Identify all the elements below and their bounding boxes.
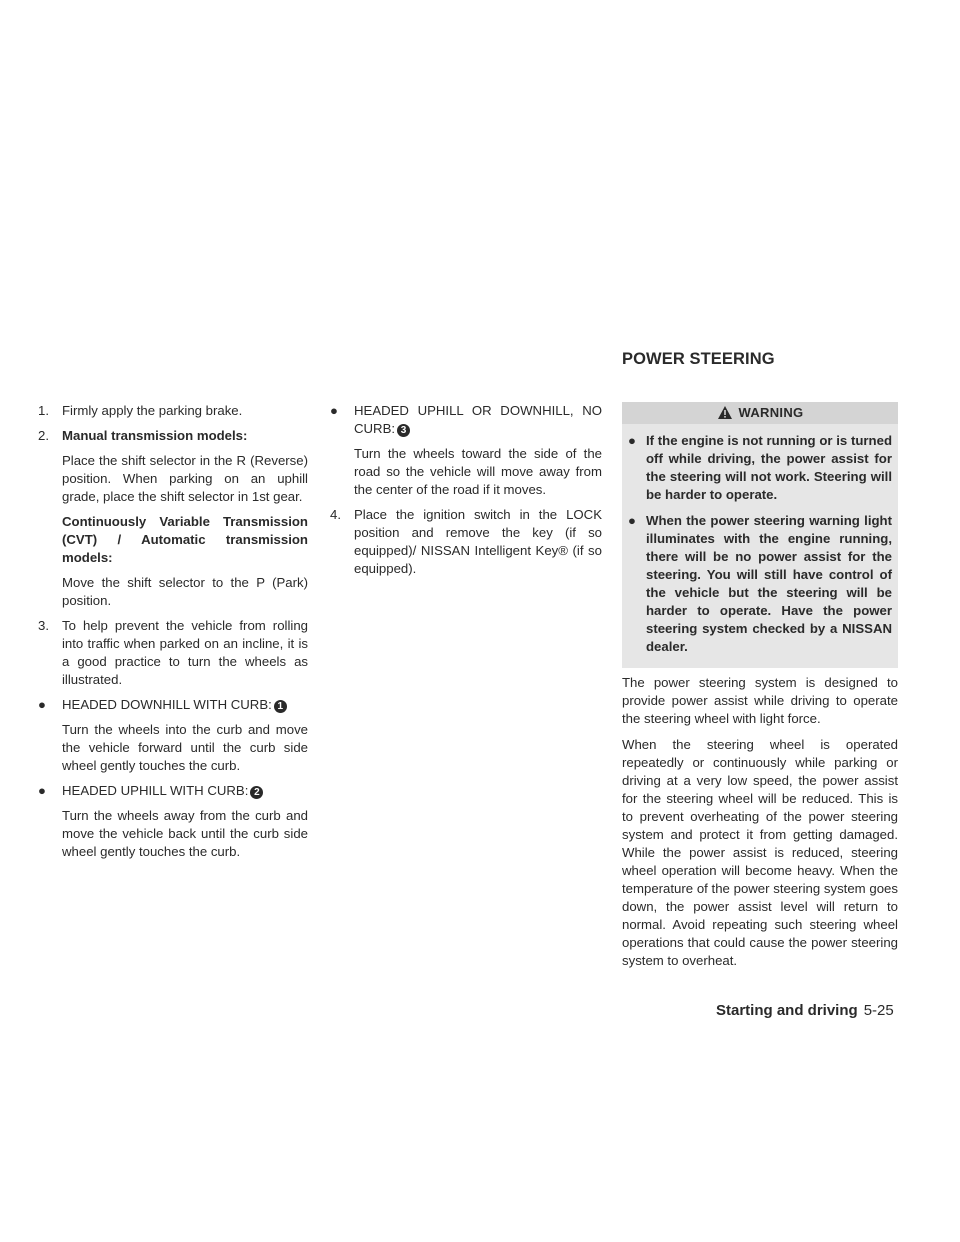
bullet-icon: ● bbox=[628, 433, 636, 448]
paragraph-intro: The power steering system is designed to provide power assist while driving to operate the steering wheel with light force. bbox=[622, 675, 898, 726]
bullet-icon: ● bbox=[330, 403, 338, 418]
warning-box bbox=[622, 402, 898, 668]
section-title: POWER STEERING bbox=[622, 350, 775, 368]
bullet-icon: ● bbox=[38, 783, 46, 798]
paragraph-uphill: Turn the wheels away from the curb and move the vehicle back until the curb side wheel gently touches the curb. bbox=[62, 808, 308, 859]
paragraph-cvt: Move the shift selector to the P (Park) position. bbox=[62, 575, 308, 608]
subheading-manual: Manual transmission models: bbox=[62, 428, 248, 443]
subheading-cvt: Continuously Variable Transmission (CVT) / Automatic transmission models: bbox=[62, 514, 308, 565]
bullet-heading: HEADED UPHILL WITH CURB: bbox=[62, 783, 249, 798]
bullet-icon: ● bbox=[628, 513, 636, 528]
list-number: 4. bbox=[330, 507, 341, 522]
page-number: 5-25 bbox=[863, 1002, 894, 1019]
warning-item bbox=[628, 432, 892, 504]
bullet-item-no-curb bbox=[330, 402, 602, 438]
column-1 bbox=[38, 402, 308, 861]
bullet-icon: ● bbox=[38, 697, 46, 712]
footer-section: Starting and driving bbox=[716, 1002, 858, 1019]
paragraph-manual: Place the shift selector in the R (Reverse) position. When parking on an uphill grade, place the shift selector in 1st gear. bbox=[62, 453, 308, 504]
list-item-2 bbox=[38, 427, 308, 445]
list-item-3 bbox=[38, 617, 308, 689]
bullet-item-uphill bbox=[38, 782, 308, 800]
bullet-item-downhill bbox=[38, 696, 308, 714]
list-item-1 bbox=[38, 402, 308, 420]
callout-1-icon: 1 bbox=[274, 700, 287, 713]
warning-text: If the engine is not running or is turned off while driving, the power assist for the steering will not work. Steering will be harder to operate. bbox=[646, 433, 892, 502]
column-3 bbox=[622, 402, 898, 970]
warning-icon bbox=[717, 405, 733, 420]
list-number: 2. bbox=[38, 428, 49, 443]
warning-text: When the power steering warning light illuminates with the engine running, there will be no power assist for the steering. You will still have control of the vehicle but the steering will be harder to operate. Have the power steering system checked by a NISSAN dealer. bbox=[646, 513, 892, 654]
list-number: 1. bbox=[38, 403, 49, 418]
list-text: Place the ignition switch in the LOCK position and remove the key (if so equipped)/ NISSAN Intelligent Key® (if so equipped). bbox=[354, 507, 602, 576]
paragraph-overheat: When the steering wheel is operated repeatedly or continuously while parking or driving at a very low speed, the power assist for the steering wheel will be reduced. This is to prevent overheating of the power steering system and protect it from getting damaged. While the power assist is reduced, steering wheel operation will become heavy. When the temperature of the power steering system goes down, the power assist level will return to normal. Avoid repeating such steering wheel operations that could cause the power steering system to overheat. bbox=[622, 737, 898, 968]
warning-label: WARNING bbox=[738, 405, 804, 420]
column-2 bbox=[330, 402, 602, 578]
callout-2-icon: 2 bbox=[250, 786, 263, 799]
warning-header bbox=[622, 402, 898, 424]
list-text: Firmly apply the parking brake. bbox=[62, 403, 243, 418]
paragraph-no-curb: Turn the wheels toward the side of the road so the vehicle will move away from the center of the road if it moves. bbox=[354, 446, 602, 497]
paragraph-downhill: Turn the wheels into the curb and move the vehicle forward until the curb side wheel gently touches the curb. bbox=[62, 722, 308, 773]
warning-item bbox=[628, 512, 892, 656]
page-footer bbox=[716, 1002, 926, 1020]
callout-3-icon: 3 bbox=[397, 424, 410, 437]
list-item-4 bbox=[330, 506, 602, 578]
list-number: 3. bbox=[38, 618, 49, 633]
bullet-heading: HEADED DOWNHILL WITH CURB: bbox=[62, 697, 272, 712]
list-text: To help prevent the vehicle from rolling into traffic when parked on an incline, it is a good practice to turn the wheels as illustrated. bbox=[62, 618, 308, 687]
bullet-heading: HEADED UPHILL OR DOWNHILL, NO CURB: bbox=[354, 403, 602, 436]
